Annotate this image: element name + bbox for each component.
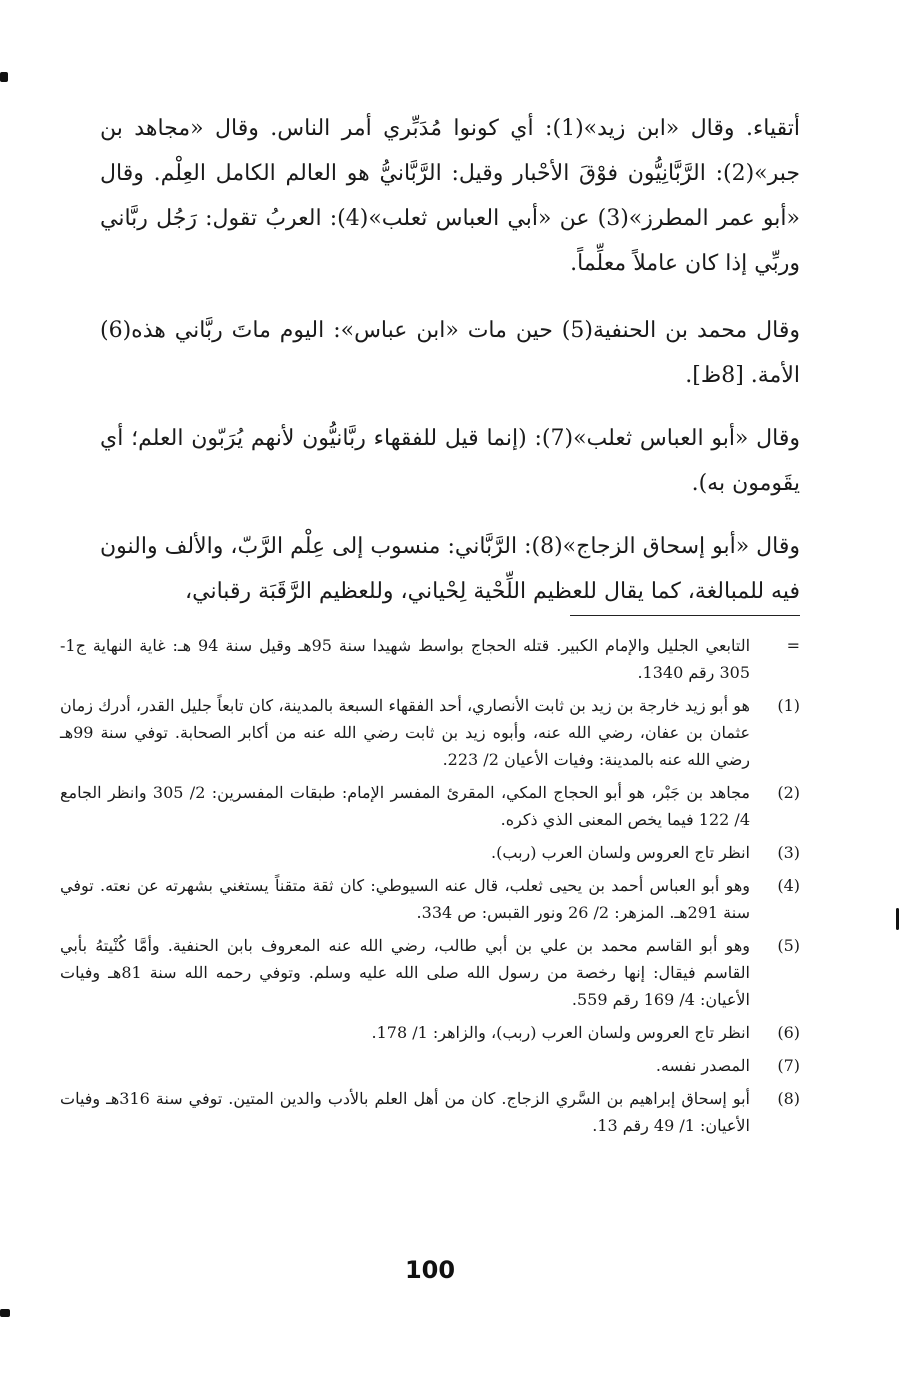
footnote-2 xyxy=(60,779,800,833)
footnote-text: أبو إسحاق إبراهيم بن السَّري الزجاج. كان من أهل العلم بالأدب والدين المتين. توفي سنة 316هـ وفيات الأعيان: 1/ 49 رقم 13. xyxy=(60,1089,750,1135)
footnote-7 xyxy=(60,1052,800,1079)
footnotes xyxy=(60,632,800,1145)
main-paragraph-1: أتقياء. وقال «ابن زيد»(1): أي كونوا مُدَبِّري أمر الناس. وقال «مجاهد بن جبر»(2): الرَّبَّانِيُّون فوْقَ الأحْبار وقيل: الرَّبَّانيُّ هو العالم الكامل العِلْم. وقال «أبو عمر المطرز»(3) عن «أبي العباس ثعلب»(4): العربُ تقول: رَجُل ربَّاني وربِّي إذا كان عاملاً معلِّماً. xyxy=(100,116,801,276)
footnote-text: وهو أبو العباس أحمد بن يحيى ثعلب، قال عنه السيوطي: كان ثقة متقناً يستغني بشهرته عن نعته. توفي سنة 291هـ. المزهر: 2/ 26 ونور القبس: ص 334. xyxy=(60,876,750,922)
footnote-6 xyxy=(60,1019,800,1046)
footnote-text: التابعي الجليل والإمام الكبير. قتله الحجاج بواسط شهيدا سنة 95هـ وقيل سنة 94 هـ: غاية النهاية ج1-305 رقم 1340. xyxy=(60,636,751,682)
footnote-text: المصدر نفسه. xyxy=(655,1056,750,1075)
main-paragraph-3: وقال «أبو العباس ثعلب»(7): (إنما قيل للفقهاء ربَّانيُّون لأنهم يُرَبّون العلم؛ أي يقَومون به). xyxy=(100,426,800,496)
footnote-number: (8) xyxy=(777,1089,800,1108)
footnote-text: مجاهد بن جَبْر، هو أبو الحجاج المكي، المقرئ المفسر الإمام: طبقات المفسرين: 2/ 305 وانظر الجامع 4/ 122 فيما يخص المعنى الذي ذكره. xyxy=(60,783,751,829)
left-edge-mark-top xyxy=(0,72,8,82)
main-text xyxy=(100,106,800,636)
main-paragraph-2: وقال محمد بن الحنفية(5) حين مات «ابن عباس»: اليوم ماتَ ربَّاني هذه(6) الأمة. [8ظ]. xyxy=(100,318,800,388)
footnote-continued xyxy=(60,632,800,686)
footnote-number: (4) xyxy=(777,876,800,895)
footnote-8 xyxy=(60,1085,800,1139)
main-paragraph-4: وقال «أبو إسحاق الزجاج»(8): الرَّبَّاني: منسوب إلى عِلْم الرَّبّ، والألف والنون فيه للمبالغة، كما يقال للعظيم اللِّحْية لِحْياني، وللعظيم الرَّقَبَة رقباني، xyxy=(100,534,800,604)
footnote-1 xyxy=(60,692,800,773)
left-edge-mark-bottom xyxy=(0,1309,10,1317)
footnote-number: (7) xyxy=(777,1056,800,1075)
footnote-text: هو أبو زيد خارجة بن زيد بن ثابت الأنصاري، أحد الفقهاء السبعة بالمدينة، كان تابعاً جليل القدر، أدرك زمان عثمان بن عفان، رضي الله عنه، وأبوه زيد بن ثابت رضي الله عنه من أكابر الصحابة. توفي سنة 99هـ رضي الله عنه بالمدينة: وفيات الأعيان 2/ 223. xyxy=(60,696,750,769)
footnote-number: (2) xyxy=(777,783,800,802)
footnote-text: انظر تاج العروس ولسان العرب (ربب). xyxy=(491,843,750,862)
footnote-number: = xyxy=(786,636,800,655)
footnote-number: (3) xyxy=(777,843,800,862)
footnote-number: (5) xyxy=(777,936,800,955)
footnote-5 xyxy=(60,932,800,1013)
footnote-number: (6) xyxy=(777,1023,800,1042)
page-number: 100 xyxy=(404,1256,456,1284)
footnote-4 xyxy=(60,872,800,926)
right-edge-mark xyxy=(896,908,899,930)
footnote-3 xyxy=(60,839,800,866)
footnote-number: (1) xyxy=(777,696,800,715)
footnote-text: وهو أبو القاسم محمد بن علي بن أبي طالب، رضي الله عنه المعروف بابن الحنفية. وأمَّا كُنْيتهُ بأبي القاسم فيقال: إنها رخصة من رسول الله صلى الله عليه وسلم. وتوفي رحمه الله سنة 81هـ وفيات الأعيان: 4/ 169 رقم 559. xyxy=(60,936,750,1009)
footnote-separator xyxy=(570,615,800,616)
footnote-text: انظر تاج العروس ولسان العرب (ربب)، والزاهر: 1/ 178. xyxy=(371,1023,750,1042)
